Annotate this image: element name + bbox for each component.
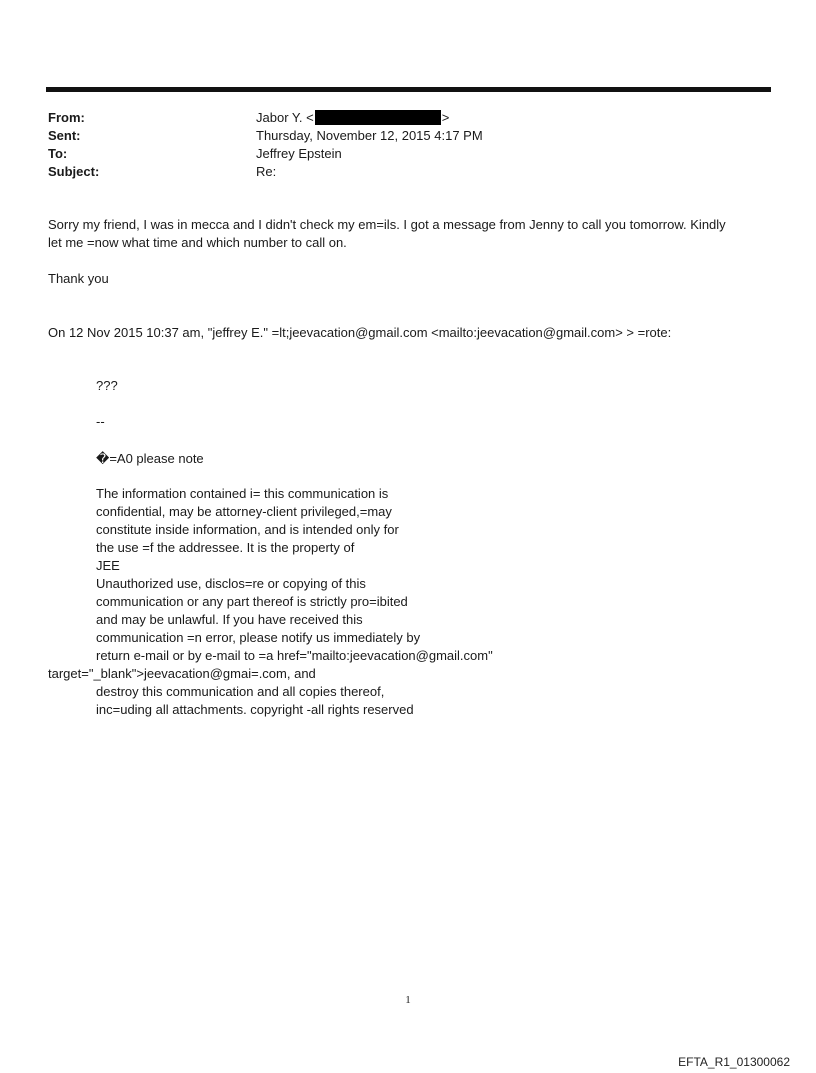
disclaimer-line: target="_blank">jeevacation@gmai=.com, and (48, 666, 316, 681)
thanks-line: Thank you (48, 271, 109, 286)
from-suffix: > (441, 110, 450, 125)
subject-label: Subject: (48, 164, 100, 179)
to-row (48, 145, 483, 163)
quoted-line-2: -- (96, 414, 105, 429)
page-number: 1 (405, 994, 411, 1006)
disclaimer-line: constitute inside information, and is intended only for (96, 522, 399, 537)
from-label: From: (48, 110, 85, 125)
message-body (48, 216, 726, 252)
to-label: To: (48, 146, 68, 161)
sent-label: Sent: (48, 128, 81, 143)
disclaimer-line: communication =n error, please notify us immediately by (96, 630, 421, 645)
subject-value: Re: (256, 164, 277, 179)
disclaimer-line: JEE (96, 558, 120, 573)
disclaimer-line: return e-mail or by e-mail to =a href="mailto:jeevacation@gmail.com" (96, 648, 493, 663)
disclaimer-line: communication or any part thereof is strictly pro=ibited (96, 594, 408, 609)
quoted-line-3: �=A0 please note (96, 451, 204, 466)
quoted-line-1: ??? (96, 378, 118, 393)
to-value: Jeffrey Epstein (256, 146, 342, 161)
body-line-1: Sorry my friend, I was in mecca and I didn't check my em=ils. I got a message from Jenny to call you tomorrow. Kindly (48, 217, 726, 232)
sent-value: Thursday, November 12, 2015 4:17 PM (256, 128, 483, 143)
quote-header: On 12 Nov 2015 10:37 am, "jeffrey E." =lt;jeevacation@gmail.com <mailto:jeevacation@gmail.com> > =rote: (48, 325, 672, 340)
subject-row (48, 163, 483, 181)
body-line-2: let me =now what time and which number to call on. (48, 235, 347, 250)
disclaimer-line: inc=uding all attachments. copyright -all rights reserved (96, 702, 414, 717)
disclaimer-block (48, 485, 493, 719)
disclaimer-line: the use =f the addressee. It is the property of (96, 540, 355, 555)
disclaimer-line: Unauthorized use, disclos=re or copying of this (96, 576, 366, 591)
from-name: Jabor Y. < (256, 110, 314, 125)
disclaimer-line: The information contained i= this communication is (96, 486, 389, 501)
email-header (48, 109, 483, 181)
from-value (256, 109, 449, 127)
redaction-box (315, 110, 441, 125)
document-id: EFTA_R1_01300062 (678, 1055, 790, 1069)
header-rule (46, 87, 771, 92)
sent-row (48, 127, 483, 145)
disclaimer-line: and may be unlawful. If you have received this (96, 612, 363, 627)
disclaimer-line: destroy this communication and all copies thereof, (96, 684, 385, 699)
from-row (48, 109, 483, 127)
disclaimer-line: confidential, may be attorney-client privileged,=may (96, 504, 392, 519)
